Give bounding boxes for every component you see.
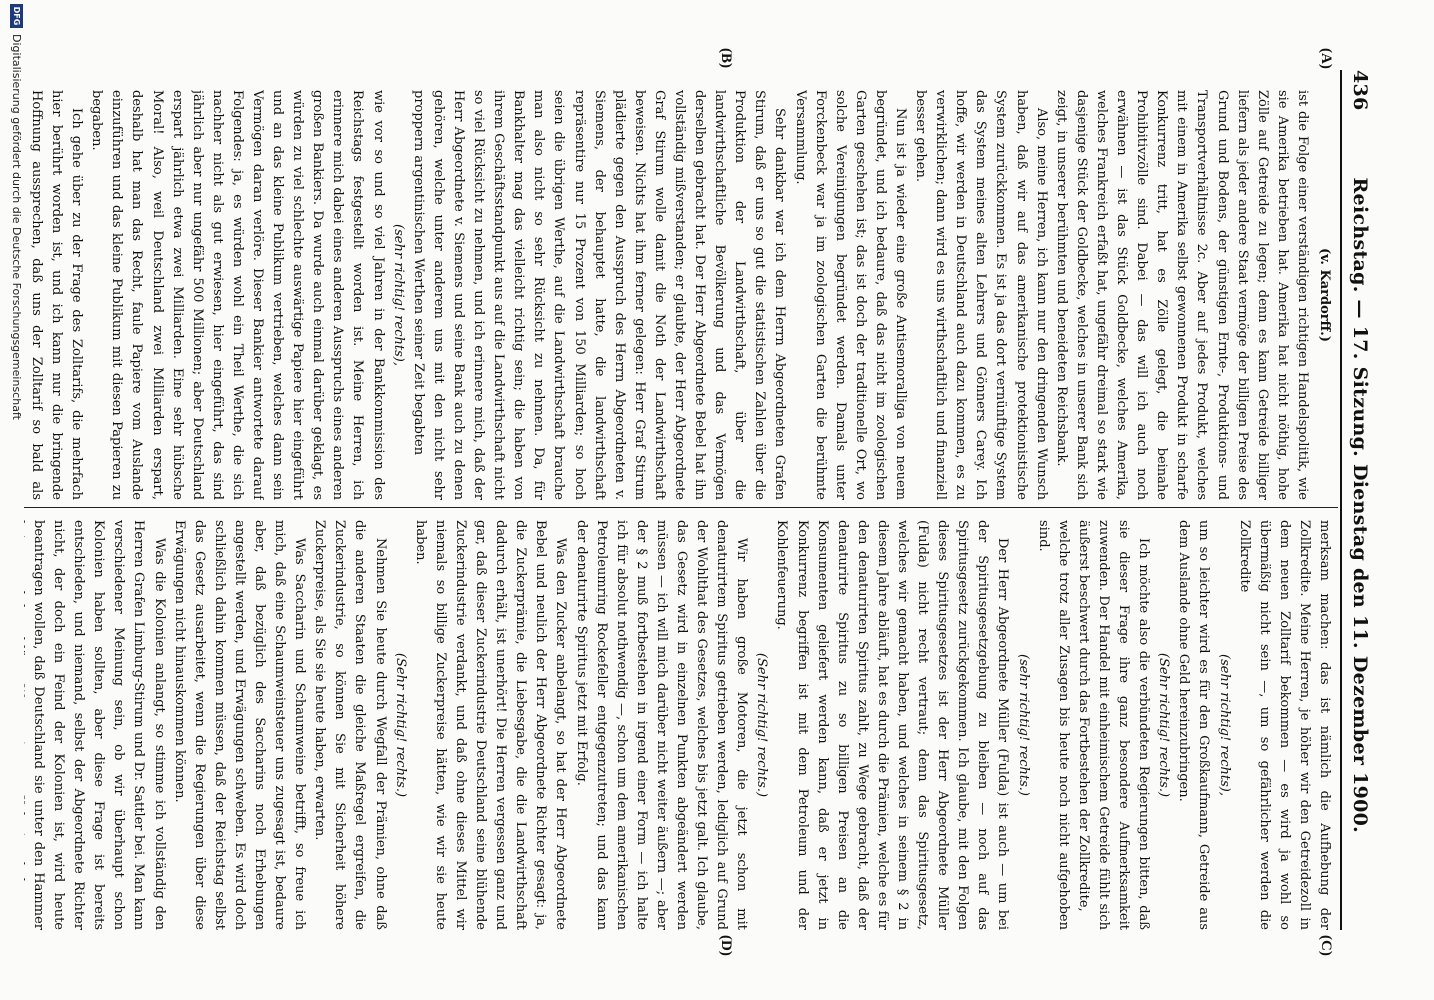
paragraph: Wir haben große Motoren, die jetzt schon mit denaturirtem Spiritus getrieben werden, lediglich auf Grund der Wohlthat des Gesetzes, welches bis jetzt galt. Ich glaube, das Gesetz wird in einzelnen Punkten abgeändert werden müssen — ich will mich darüber nicht weiter äußern —; aber der § 2 muß fortbestehen in irgend einer Form — ich halte ich für absolut nothwendig —, schon um dem amerikanischen Petroleumring Rockefeller entgegenzutreten; und das kann der denaturirte Spiritus jetzt mit Erfolg. (573, 520, 750, 930)
margin-mark-c: (C) (1318, 935, 1334, 956)
audience-reaction: (Sehr richtig! rechts.) (754, 652, 770, 798)
left-column (24, 90, 1334, 500)
footer-text: Digitalisierung gefördert durch die Deutsche Forschungsgemeinschaft (10, 34, 24, 420)
page-header (1346, 70, 1374, 930)
page-title: Reichstag. — 17. Sitzung. Dienstag den 11. Dezember 1900. (1349, 177, 1371, 834)
dfg-logo-icon: DFG (11, 4, 24, 28)
column-divider (24, 507, 1338, 508)
paragraph: merksam machen: das ist nämlich die Aufhebung der Zollkredite. Meine Herren, je höher wir den Getreidezoll in dem neuen Zolltarif bekommen — es wird ja wohl so übermäßig nicht sein —, um so gefährlicher werden die Zollkredite (1236, 520, 1332, 930)
margin-mark-d: (D) (718, 935, 734, 956)
paragraph: Ich möchte also die verbündeten Regierungen bitten, daß sie dieser Frage ihre ganz besondere Aufmerksamkeit zuwenden. Der Handel mit einheimischem Getreide fühlt sich äußerst beschwert durch das Fortbestehen der Zollkredite, (1075, 520, 1152, 930)
digitization-footer (6, 0, 28, 1000)
audience-reaction: (Sehr richtig! rechts.) (1156, 652, 1172, 798)
paragraph: um so leichter wird es für den Großkaufmann, Getreide aus dem Auslande ohne Geld hereinzubringen. (1176, 520, 1212, 930)
paragraph: Nehmen Sie heute durch Wegfall der Prämien, ohne daß die anderen Staaten die gleiche Maßregel ergreifen, die Zuckerindustrie, so können Sie mit Sicherheit höhere Zuckerpreise, als Sie sie heute haben, erwarten. (312, 520, 388, 930)
paragraph: Ich gehe über zu der Frage des Zolltarifs, die mehrfach hier berührt worden ist, und ich kann nur die bringende Hoffnung aussprechen, daß uns der Zolltarif so bald als (29, 90, 85, 500)
paragraph: Was den Zucker anbelangt, so hat der Herr Abgeordnete Bebel und neulich der Herr Abgeordnete Richter gesagt: ja, die Zuckerprämie, die Liebesgabe, die die Landwirthschaft dadurch erhält, ist unerhört! Die Herren vergessen ganz und gar, daß dieser Zuckerindustrie Deutschland seine blühende Zuckerindustrie verdankt, und daß ohne dieses Mittel wir niemals so billige Zuckerpreise hätten, wie wir sie heute haben. (412, 520, 569, 930)
paragraph: Sehr dankbar war ich dem Herrn Abgeordneten Grafen Stirum, daß er uns so gut die statistischen Zahlen über die Produktion der Landwirthschaft, über die landwirthschaftliche Bevölkerung und das Vermögen derselben gebracht hat. Der Herr Abgeordnete Bebel hat ihn vollständig mißverstanden; er glaubte, der Herr Abgeordnete Graf Stirum wolle damit die Noth der Landwirthschaft beweisen. Nichts hat ihm ferner gelegen: Herr Graf Stirum plädierte gegen den Ausspruch des Herrn Abgeordneten v. Siemens, der behauptet hatte, die landwirthschaft repräsentire nur 15 Prozent von 150 Milliarden; so hoch seien die übrigen Werthe, auf die Landwirthschaft brauche man also nicht so sehr Rücksicht zu nehmen. Da, für Bankhalter mag das vielleicht richtig sein; die haben von ihrem Geschäftsstandpunkt aus auf die Landwirthschaft nicht so viel Rücksicht zu nehmen, und ich erinnere mich, daß der Herr Abgeordnete v. Siemens und seine Bank auch zu denen gehören, welche unter anderem uns mit den nicht sehr proppern argentinischen Werthen seiner Zeit begabten (410, 90, 788, 500)
audience-reaction: (sehr richtig! rechts.) (1015, 654, 1031, 796)
paragraph: ist die Folge einer verständigen richtigen Handelspolitik, wie sie Amerika betrieben hat. Amerika hat nicht nöthig, hohe Zölle auf Getreide zu legen; denn es kann Getreide billiger liefern als jeder andere Staat vermöge der billigen Preise des Grund und Bodens, der günstigen Ernte-, Produktions- und Transportverhältnisse 2c. Aber auf jedes Produkt, welches mit einem in Amerika selbst gewonnenen Produkt in scharfe Konkurrenz tritt, hat es Zölle gelegt, die beinahe Prohibitivzölle sind. Dabei — das will ich auch noch erwähnen — ist das Stück Goldbecke, welches Amerika, welches Frankreich erfaßt hat, ungefähr dreimal so stark wie dasjenige Stück der Goldbecke, welches in unserer Bank sich zeigt, in unserer berühmten und beneideten Reichsbank. (1053, 90, 1310, 500)
paragraph: Nun ist ja wieder eine große Antisemoralliga von neuem begründet, und ich bedaure, daß das nicht im zoologischen Garten geschehen ist; das ist doch der traditionelle Ort, wo solche Vereinigungen begründet werden. Damals unter Forckenbeck war ja im zoologischen Garten die berühmte Versammlung. (792, 90, 909, 500)
paragraph: wie vor so und so viel Jahren in der Bankkommission des Reichstags festgestellt worden ist. Meine Herren, ich erinnere mich dabei eines anderen Ausspruchs eines anderen großen Bankiers. Da wurde auch einmal darüber geklagt, es würden zu viel schlechte auswärtige Papiere hier eingeführt und an das kleine Publikum vertrieben, welches dann sein Vermögen daran verlöre. Dieser Bankier antwortete darauf Folgendes: ja, es würden wohl ein Theil Werthe, die sich nachher nicht als gut erwiesen, hier eingeführt, das sind jährlich aber nur ungefähr 500 Millionen; aber Deutschland erspart jährlich etwa zwei Milliarden. Eine sehr hübsche Moral! Also, weil Deutschland zwei Milliarden erspart, deshalb hat man das Recht, faule Papiere vom Auslande einzuführen und das kleine Publikum mit diesen Papieren zu begaben. (89, 90, 386, 500)
paragraph: Was Saccharin und Schaumweine betrifft, so freue ich mich, daß eine Schaumweinsteuer uns zugesagt ist, bedaure aber, daß bezüglich des Saccharins noch Erhebungen angestellt werden, und Erwägungen schweben. Es wird doch schließlich dahin kommen müssen, daß der Reichstag selbst das Gesetz ausarbeitet, wenn die Regierungen über diese Erwägungen nicht hinauskommen können. (171, 520, 308, 930)
paragraph: Der Herr Abgeordnete Müller (Fulda) ist auch — um bei der Spiritusgesetzgebung zu bleiben — noch auf das Spiritusgesetz zurückgekommen. Ich glaube, mit den Folgen dieses Spiritusgesetzes ist der Herr Abgeordnete Müller (Fulda) nicht recht vertraut; denn das Spiritusgesetz, welches wir gemacht haben, und welches in seinem § 2 in diesem Jahre abläuft, hat es durch die Prämien, welche es für den denaturirten Spiritus zahlt, zu Wege gebracht, daß der denaturirte Spiritus zu so billigen Preisen an die Konsumenten geliefert werden kann, daß er jetzt in Konkurrenz begriffen ist mit dem Petroleum und der Kohlenfeuerung. (774, 520, 1011, 930)
header-rule (1340, 70, 1342, 930)
paragraph: Was die Kolonien anlangt, so stimme ich vollständig den Herren Grafen Limburg-Stirum und Dr. Sattler bei. Man kann verschiedener Meinung sein, ob wir überhaupt schon Kolonien haben sollten, aber diese Frage ist bereits entschieden, und niemand, selbst der Abgeordnete Richter nicht, der doch ein Feind der Kolonien ist, wird heute beantragen wollen, daß Deutschland sie unter den Hammer (31, 520, 167, 930)
audience-reaction: (Sehr richtig! rechts.) (392, 652, 408, 798)
page-number: 436 (1349, 70, 1371, 111)
audience-reaction: (sehr richtig! rechts), (1216, 654, 1232, 796)
margin-mark-b: (B) (718, 48, 734, 68)
audience-reaction: (sehr richtig! rechts), (390, 224, 406, 366)
margin-mark-a: (A) (1318, 48, 1334, 69)
paragraph: welche trotz aller Zusagen bis heute noch nicht aufgehoben sind. (1035, 520, 1071, 930)
paragraph: Also, meine Herren, ich kann nur den dringenden Wunsch haben, daß wir auf das amerikanische protektionistische System zurückkommen. Es ist ja das dort vernünftige System das System meines alten Lehrers und Gönners Carey. Ich hoffe, wir werden in Deutschland auch dazu kommen, es zu verwirklichen; dann wird es uns wirthschaftlich und finanziell besser gehen. (913, 90, 1049, 500)
right-column (24, 520, 1334, 930)
speaker-name: (v. Kardorff.) (1317, 248, 1332, 342)
